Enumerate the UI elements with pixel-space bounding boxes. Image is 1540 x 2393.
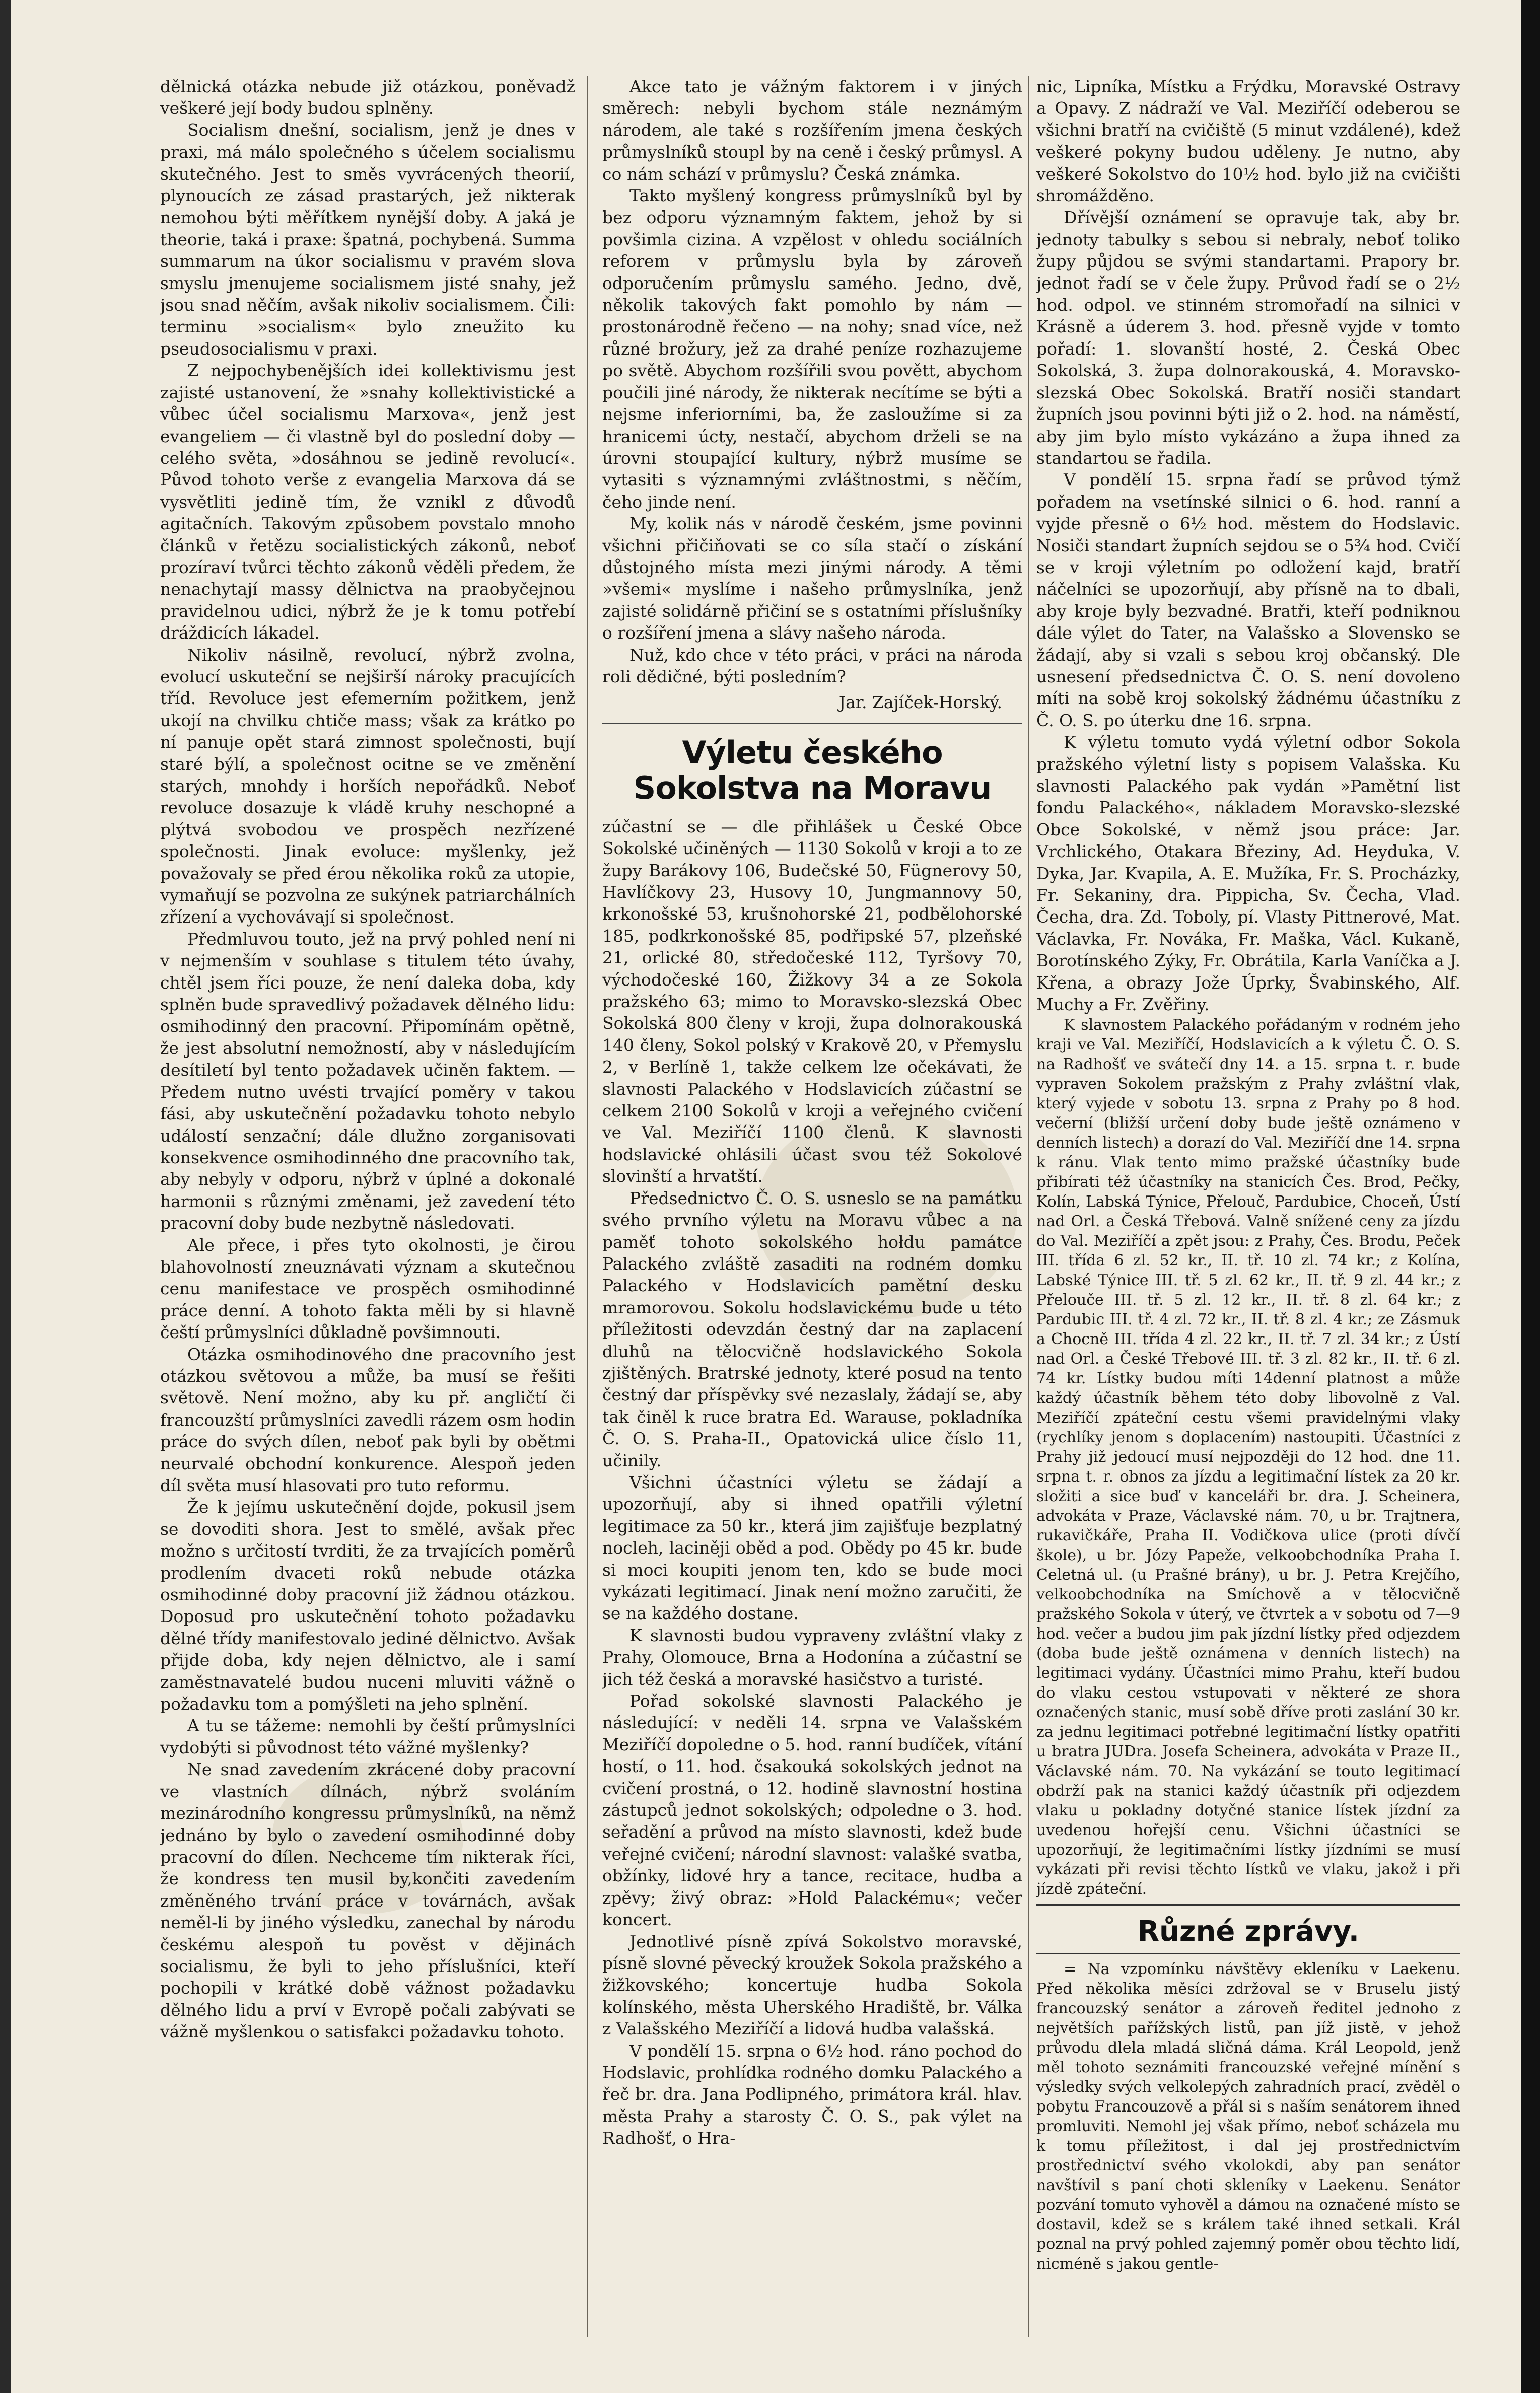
paragraph: K slavnosti budou vypraveny zvláštní vlaky z Prahy, Olomouce, Brna a Hodonína a zúčastní se jich též česká a moravské hasičstvo a turisté. (602, 1625, 1022, 1689)
section-headline: Různé zprávy. (1137, 1915, 1360, 1948)
paragraph: Že k jejímu uskutečnění dojde, pokusil jsem se dovoditi shora. Jest to smělé, avšak přec možno s určitostí tvrditi, že za trvajících poměrů prodlením dvaceti roků nebude otázka osmihodinné doby pracovní již žádnou otázkou. Doposud pro uskutečnění tohoto požadavku dělné třídy manifestovalo jediné dělnictvo. Avšak přijde doba, kdy nejen dělnictvo, ale i samí zaměstnavatelé budou nuceni mluviti vážně o požadavku tom a pomýšleti na jeho splnění. (160, 1497, 575, 1714)
paragraph: Ne snad zavedením zkrácené doby pracovní ve vlastních dílnách, nýbrž svoláním mezinárodního kongressu průmyslníků, na němž jednáno by bylo o zavedení osmihodinné doby pracovní do dílen. Nechceme tím nikterak říci, že kondress ten musil by,končiti zavedením změněného trvání práce v továrnách, avšak neměl-li by jiného výsledku, zanechal by národu českému alespoň tu pověst v dějinách socialismu, že byli to jeho příslušníci, kteří pochopili v krátké době vážnost požadavku dělného lidu a prví v Evropě počali zabývati se vážně myšlenkou o satisfakci požadavku tohoto. (160, 1759, 575, 2042)
paragraph: K výletu tomuto vydá výletní odbor Sokola pražského výletní listy s popisem Valašska. Ku slavnosti Palackého pak vydán »Pamětní list fondu Palackého«, nákladem Moravsko-slezské Obce Sokolské, v němž jsou práce: Jar. Vrchlického, Otakara Březiny, Ad. Heyduka, V. Dyka, Jar. Kvapila, A. E. Mužíka, Fr. S. Procházky, Fr. Sekaniny, dra. Pippicha, Sv. Čecha, Vlad. Čecha, dra. Zd. Toboly, pí. Vlasty Pittnerové, Mat. Václavka, Fr. Nováka, Fr. Maška, Václ. Kukaně, Borotínského Zýky, Fr. Obrátila, Karla Vaníčka a J. Křena, a obrazy Jože Úprky, Švabinského, Alf. Muchy a Fr. Zvěřiny. (1036, 732, 1460, 1015)
paragraph: V pondělí 15. srpna řadí se průvod týmž pořadem na vsetínské silnici o 6. hod. ranní a vyjde přesně o 6½ hod. městem do Hodslavic. Nosiči standart župních sejdou se o 5¾ hod. Cvičí se v kroji výletním po odložení kajd, bratří náčelníci se upozorňují, aby přísně na to dbali, aby kroje byly bezvadné. Bratři, kteří podniknou dále výlet do Tater, na Valašsko a Slovensko se žádají, aby si vzali s sebou kroj občanský. Dle usnesení předsednictva Č. O. S. není dovoleno míti na sobě kroj sokolský žádnému účastníku z Č. O. S. po úterku dne 16. srpna. (1036, 470, 1460, 730)
column-rule (587, 76, 588, 2337)
column-1 (160, 76, 575, 2321)
section-divider (1036, 1953, 1460, 1954)
section-divider (1036, 1904, 1460, 1906)
paragraph: Všichni účastníci výletu se žádají a upozorňují, aby si ihned opatřili výletní legitimace za 50 kr., která jim zajišťuje bezplatný nocleh, laciněji oběd a pod. Obědy po 45 kr. bude si moci koupiti jenom ten, kdo se bude moci vykázati legitimací. Jinak není možno zaručiti, že se na každého dostane. (602, 1472, 1022, 1624)
paragraph: Z nejpochybenějších idei kollektivismu jest zajisté ustanovení, že »snahy kollektivistické a vůbec účel socialismu Marxova«, jenž jest evangeliem — či vlastně byl do poslední doby — celého světa, »dosáhnou se jedině revolucí«. Původ tohoto verše z evangelia Marxova dá se vysvětliti jedině tím, že vznikl z důvodů agitačních. Takovým způsobem povstalo mnoho článků v řetězu socialistických zákonů, neboť prozíraví tvůrci těchto zákonů věděli předem, že nenachytají massy dělnictva na praobyčejnou pravidelnou udici, nýbrž že je k tomu potřebí dráždicích lákadel. (160, 361, 575, 643)
paragraph: K slavnostem Palackého pořádaným v rodném jeho kraji ve Val. Meziříčí, Hodslavicích a k výletu Č. O. S. na Radhošť ve svátečí dny 14. a 15. srpna t. r. bude vypraven Sokolem pražským z Prahy zvláštní vlak, který vyjede v sobotu 13. srpna z Prahy po 8 hod. večerní (bližší určení doby bude ještě oznámeno v denních listech) a dorazí do Val. Meziříčí dne 14. srpna k ránu. Vlak tento mimo pražské účastníky bude přibírati též účastníky na stanicích Čes. Brod, Pečky, Kolín, Labská Týnice, Přelouč, Pardubice, Choceň, Ústí nad Orl. a Česká Třebová. Valně snížené ceny za jízdu do Val. Meziříčí a zpět jsou: z Prahy, Čes. Brodu, Peček III. třída 6 zl. 52 kr., II. tř. 10 zl. 74 kr.; z Kolína, Labské Týnice III. tř. 5 zl. 62 kr., II. tř. 9 zl. 44 kr.; z Přelouče III. tř. 5 zl. 12 kr., II. tř. 8 zl. 64 kr.; z Pardubic III. tř. 4 zl. 72 kr., II. tř. 8 zl. 4 kr.; ze Zásmuk a Chocně III. třída 4 zl. 22 kr., II. tř. 7 zl. 34 kr.; z Ústí nad Orl. a České Třebové III. tř. 3 zl. 82 kr., II. tř. 6 zl. 74 kr. Lístky budou míti 14denní platnost a může každý účastník během této doby libovolně z Val. Meziříčí zpáteční cestu všemi pravidelnými vlaky (rychlíky jenom s doplacením) nastoupiti. Účastníci z Prahy již jedoucí musí nejpozději do 12 hod. dne 11. srpna t. r. obnos za jízdu a legitimační lístek za 20 kr. složiti a sice buď v kanceláři br. dra. J. Scheinera, advokáta v Praze, Václavské nám. 70, u br. Trajtnera, rukavičkáře, Praha II. Vodičkova ulice (proti dívčí škole), u br. Józy Papeže, velkoobchodníka Praha I. Celetná ul. (u Prašné brány), u br. J. Petra Krejčího, velkoobchodníka na Smíchově a v tělocvičně pražského Sokola v úterý, ve čtvrtek a v sobotu od 7—9 hod. večer a budou jim pak jízdní lístky před odjezdem (doba bude ještě oznámena v denních listech) na legitimaci vydány. Účastníci mimo Prahu, kteří budou do vlaku cestou vstupovati v některé ze shora označených stanic, musí sobě dříve proti zaslání 30 kr. za jednu legitimaci potřebné legitimační lístky opatřiti u bratra JUDra. Josefa Scheinera, advokáta v Praze II., Václavské nám. 70. Na vykázání se touto legitimací obdrží pak na stanici každý účastník při odjezdem vlaku u pokladny dotyčné stanice lístek jízdní za uvedenou hořejší cenu. Všichni účastníci se upozorňují, že legitimačními lístky jízdními se musí vykázati při revisi těchto lístků ve vlaku, jakož i při jízdě zpáteční. (1036, 1016, 1460, 1898)
section-divider (602, 723, 1022, 724)
paragraph: V pondělí 15. srpna o 6½ hod. ráno pochod do Hodslavic, prohlídka rodného domku Palackého a řeč br. dra. Jana Podlipného, primátora král. hlav. města Prahy a starosty Č. O. S., pak výlet na Radhošť, o Hra- (602, 2040, 1022, 2148)
paragraph: zúčastní se — dle přihlášek u České Obce Sokolské učiněných — 1130 Sokolů v kroji a to ze župy Barákovy 106, Budečské 50, Fügnerovy 50, Havlíčkovy 23, Husovy 10, Jungmannovy 50, krkonošské 53, krušnohorské 21, podbělohorské 185, podkrkonošské 85, podřipské 57, plzeňské 21, orlické 80, středočeské 112, Tyršovy 70, východočeské 160, Žižkovy 34 a ze Sokola pražského 63; mimo to Moravsko-slezská Obec Sokolská 800 členy v kroji, župa dolnorakouská 140 členy, Sokol polský v Krakově 20, v Přemyslu 2, v Berlíně 1, takže celkem lze očekávati, že slavnosti Palackého v Hodslavicích zúčastní se celkem 2100 Sokolů v kroji a veřejného cvičení ve Val. Meziříčí 1100 členů. K slavnosti hodslavické ohlásili účast svou též Sokolové slovinští a hrvatští. (602, 816, 1022, 1186)
paragraph: My, kolik nás v národě českém, jsme povinni všichni přičiňovati se co síla stačí o získání důstojného místa mezi jinými národy. A těmi »všemi« myslíme i našeho průmyslníka, jenž zajisté solidárně přičiní se s ostatními příslušníky o rozšíření jmena a slávy našeho národa. (602, 514, 1022, 643)
paragraph: Předsednictvo Č. O. S. usneslo se na památku svého prvního výletu na Moravu vůbec a na paměť tohoto sokolského hołdu památce Palackého zvláště zasaditi na rodném domku Palackého v Hodslavicích pamětní desku mramorovou. Sokolu hodslavickému bude u této příležitosti odevzdán čestný dar na zaplacení dluhů na tělocvičně hodslavického Sokola zjištěných. Bratrské jednoty, které posud na tento čestný dar příspěvky své nezaslaly, žádají se, aby tak činěl k ruce bratra Ed. Warause, pokladníka Č. O. S. Praha-II., Opatovická ulice číslo 11, učinily. (602, 1188, 1022, 1470)
scan-left-edge (0, 0, 11, 2393)
paragraph: A tu se tážeme: nemohli by čeští průmyslníci vydobýti si původnost této vážné myšlenky? (160, 1716, 575, 1757)
paragraph: Dřívější oznámení se opravuje tak, aby br. jednoty tabulky s sebou si nebraly, neboť toliko župy půjdou se svými standartami. Prapory br. jednot řadí se v čele župy. Průvod řadí se o 2½ hod. odpol. ve stinném stromořadí na silnici v Krásně a úderem 3. hod. přesně vyjde v tomto pořadí: 1. slovanští hosté, 2. Česká Obec Sokolská, 3. župa dolnorakouská, 4. Moravsko-slezská Obec Sokolská. Bratří nosiči standart župních jsou povinni býti již o 2. hod. na náměstí, aby jim bylo místo vykázáno a župa ihned za standartou se řadila. (1036, 207, 1460, 468)
paragraph: Nikoliv násilně, revolucí, nýbrž zvolna, evolucí uskuteční se nejširší nároky pracujících tříd. Revoluce jest efemerním požitkem, jenž ukojí na chvilku chtiče mass; však za krátko po ní panuje opět stará zimnost společnosti, bují staré býlí, a společnost ocitne se ve změnění starých, mnohdy i horších nepořádků. Neboť revoluce dosazuje k vládě kruhy neschopné a plýtvá svobodou ve prospěch nezřízené společnosti. Jinak evoluce: myšlenky, jež považovaly se před érou několika roků za utopie, vymaňují se pozvolna ze sukýnek patriarchálních zřízení a vychovávají si společnost. (160, 645, 575, 927)
article-headline: Výletu českého Sokolstva na Moravu (633, 734, 992, 806)
paragraph: = Na vzpomínku návštěvy ekleníku v Laekenu. Před několika měsíci zdržoval se v Bruselu jistý francouzský senátor a zároveň ředitel jednoho z největších pařížských listů, pan jíž jistě, v jehož průvodu dlela mladá sličná dáma. Král Leopold, jenž měl tohoto seznámiti francouzské veřejné mínění s výsledky svých velkolepých zahradních prací, zvěděl o pobytu Francouzově a přál si s naším senátorem ihned promluviti. Nemohl jej však přímo, neboť scházela mu k tomu příležitost, i dal jej prostřednictvím prostřednictví svého vkolokdi, aby pan senátor navštívil s paní choti skleníky v Laekenu. Senátor pozvání tomuto vyhověl a dámou na označené místo se dostavil, kdež se s králem také ihned setkali. Král poznal na prvý pohled zajemný poměr obou těchto lidí, nicméně s jakou gentle- (1036, 1960, 1460, 2273)
paragraph: Akce tato je vážným faktorem i v jiných směrech: nebyli bychom stále neznámým národem, ale také s rozšířením jmena českých průmyslníků stoupl by na ceně i český průmysl. A co nám schází v průmyslu? Česká známka. (602, 77, 1022, 184)
column-2 (602, 76, 1022, 2321)
paragraph: Jednotlivé písně zpívá Sokolstvo moravské, písně slovné pěvecký kroužek Sokola pražského a žižkovského; koncertuje hudba Sokola kolínského, města Uherského Hradiště, br. Válka z Valašského Meziříčí a lidová hudba valašská. (602, 1931, 1022, 2039)
column-3 (1036, 76, 1460, 2321)
paragraph: Ale přece, i přes tyto okolnosti, je čirou blahovolností zneuznávati význam a skutečnou cenu manifestace ve prospěch osmihodinné práce denní. A tohoto fakta měli by si hlavně čeští průmyslníci důkladně povšimnouti. (160, 1235, 575, 1343)
paragraph: Otázka osmihodinového dne pracovního jest otázkou světovou a může, ba musí se řešiti světově. Není možno, aby ku př. angličtí či francouzští průmyslníci zavedli rázem osm hodin práce do svých dílen, neboť pak byli by obětmi neurvalé obchodní konkurence. Alespoň jeden díl světa musí hlasovati pro tuto reformu. (160, 1344, 575, 1495)
paragraph: dělnická otázka nebude již otázkou, poněvadž veškeré její body budou splněny. (160, 77, 575, 118)
paragraph: Pořad sokolské slavnosti Palackého je následující: v neděli 14. srpna ve Valašském Meziříčí dopoledne o 5. hod. ranní budíček, vítání hostí, o 11. hod. čsakouká sokolských jednot na cvičení prostná, o 12. hodině slavnostní hostina zástupců jednot sokolských; odpoledne o 3. hod. seřadění a průvod na místo slavnosti, kdež bude veřejné cvičení; národní slavnost: valašké svatba, obžínky, lidové hry a tance, recitace, hudba a zpěvy; živý obraz: »Hold Palackému«; večer koncert. (602, 1691, 1022, 1930)
paragraph: Takto myšlený kongress průmyslníků byl by bez odporu významným faktem, jehož by si povšimla cizina. A vzpělost v ohledu sociálních reforem v průmyslu byla by zároveň odporučením průmyslu samého. Jedno, dvě, několik takových fakt pomohlo by nám — prostonárodně řečeno — na nohy; snad více, než různé brožury, jež za drahé peníze rozhazujeme po světě. Abychom rozšířili svou povětt, abychom poučili jiné národy, že nikterak necítíme se býti a nejsme inferiorními, ba, že zasloužíme si za hranicemi úcty, nestačí, abychom drželi se na úrovni stoupající kultury, nýbrž musíme se vytasiti s významnými zvláštnostmi, s něčím, čeho jinde není. (602, 186, 1022, 512)
author-signature: Jar. Zajíček-Horský. (838, 692, 1002, 713)
scan-right-edge (1521, 0, 1540, 2393)
paragraph: Socialism dnešní, socialism, jenž je dnes v praxi, má málo společného s účelem socialismu skutečného. Jest to směs vyvrácených theorií, plynoucích ze zásad prastarých, jež nikterak nemohou býti měřítkem nynější doby. A jaká je theorie, taká i praxe: špatná, pochybená. Summa summarum na úkor socialismu v pravém slova smyslu jmenujeme socialismem jisté snahy, jež jsou snad něčím, avšak nikoliv socialismem. Čili: terminu »socialism« bylo zneužito ku pseudosocialismu v praxi. (160, 120, 575, 359)
column-rule (1028, 76, 1029, 2337)
paragraph: nic, Lipníka, Místku a Frýdku, Moravské Ostravy a Opavy. Z nádraží ve Val. Meziříčí odeberou se všichni bratří na cvičiště (5 minut vzdálené), kdež veškeré pokyny budou uděleny. Je nutno, aby veškeré Sokolstvo do 10½ hod. bylo již na cvičišti shromážděno. (1036, 77, 1460, 206)
paragraph: Předmluvou touto, jež na prvý pohled není ni v nejmenším v souhlase s titulem této úvahy, chtěl jsem říci pouze, že není daleka doba, kdy splněn bude spravedlivý požadavek dělného lidu: osmihodinný den pracovní. Připomínám opětně, že jest absolutní nemožností, aby v následujícím desítiletí byl tento požadavek učiněn faktem. — Předem nutno uvésti trvající poměry v takou fási, aby uskutečnění požadavku tohoto nebylo událostí senzační; dále dlužno zorganisovati konsekvence osmihodinného dne pracovního tak, aby nebyly v odporu, nýbrž v úplné a dokonalé harmonii s různými změnami, jež zavedení této pracovní doby bude nezbytně následovati. (160, 929, 575, 1233)
paragraph: Nuž, kdo chce v této práci, v práci na národa roli dědičné, býti posledním? (602, 645, 1022, 686)
